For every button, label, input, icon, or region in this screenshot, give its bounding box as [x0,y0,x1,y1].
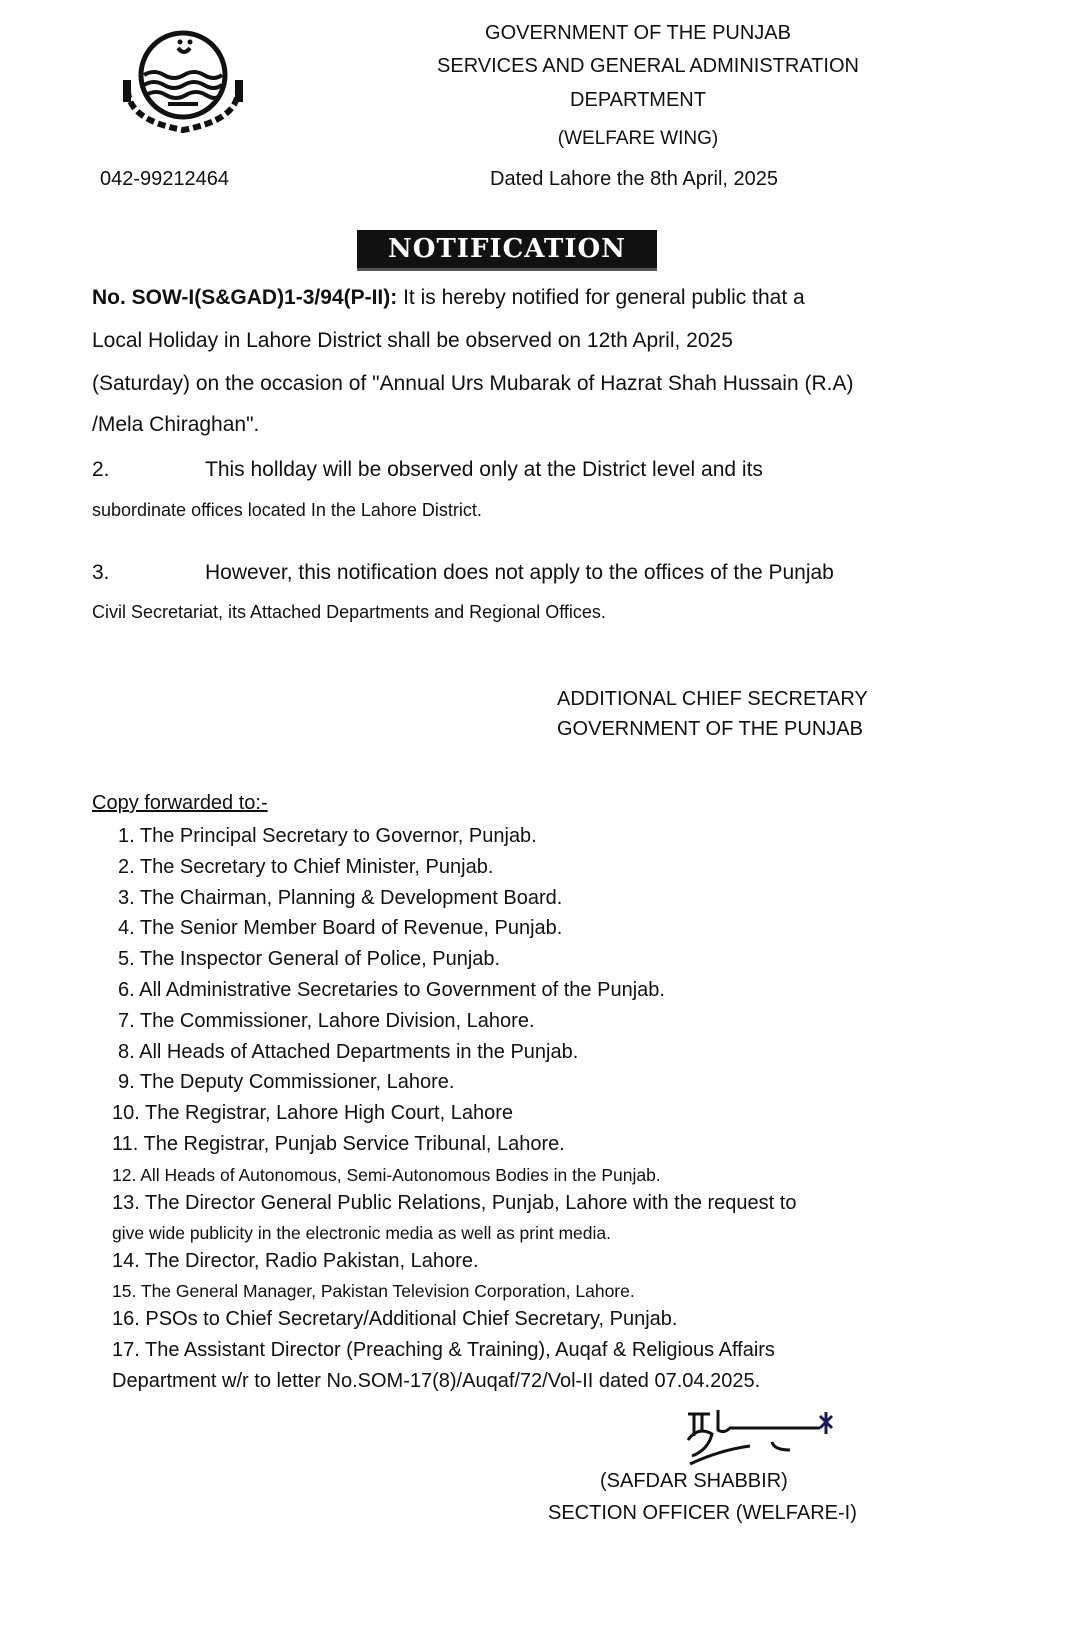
copy-item: 6. All Administrative Secretaries to Government of the Punjab. [118,979,665,1001]
para1-line4: /Mela Chiraghan". [92,413,260,436]
para1-line1: It is hereby notified for general public that a [403,286,805,309]
copy-item: 11. The Registrar, Punjab Service Tribunal, Lahore. [112,1133,565,1155]
copy-item: 14. The Director, Radio Pakistan, Lahore. [112,1250,479,1272]
copy-item: 7. The Commissioner, Lahore Division, Lahore. [118,1010,535,1032]
para3-line1: However, this notification does not apply to the offices of the Punjab [205,561,834,584]
punjab-emblem-icon [118,30,248,135]
header-department-2: DEPARTMENT [570,89,706,111]
copy-item: 4. The Senior Member Board of Revenue, Punjab. [118,917,563,939]
copy-item: 13. The Director General Public Relations, Punjab, Lahore with the request to [112,1192,797,1214]
para1-line2: Local Holiday in Lahore District shall be observed on 12th April, 2025 [92,329,733,352]
signatory-name: (SAFDAR SHABBIR) [600,1470,788,1492]
reference-number: No. SOW-I(S&GAD)1-3/94(P-II): [92,286,398,309]
copy-item: 1. The Principal Secretary to Governor, Punjab. [118,825,537,847]
copy-item-continuation: Department w/r to letter No.SOM-17(8)/Auqaf/72/Vol-II dated 07.04.2025. [112,1370,761,1392]
signatory-designation: SECTION OFFICER (WELFARE-I) [548,1502,857,1524]
para1-line3: (Saturday) on the occasion of "Annual Urs Mubarak of Hazrat Shah Hussain (R.A) [92,372,854,395]
copy-item-continuation: give wide publicity in the electronic media as well as print media. [112,1223,611,1243]
authority-title: ADDITIONAL CHIEF SECRETARY [557,688,868,710]
copy-item: 10. The Registrar, Lahore High Court, Lahore [112,1102,513,1124]
phone-number: 042-99212464 [100,168,230,190]
para2-number: 2. [92,458,110,481]
para2-line1: This hollday will be observed only at the District level and its [205,458,763,481]
copy-item: 9. The Deputy Commissioner, Lahore. [118,1071,455,1093]
copy-item: 16. PSOs to Chief Secretary/Additional Chief Secretary, Punjab. [112,1308,678,1330]
para2-line2: subordinate offices located In the Lahore District. [92,500,482,520]
para3-line2: Civil Secretariat, its Attached Departments and Regional Offices. [92,602,606,622]
notification-date: Dated Lahore the 8th April, 2025 [490,168,778,190]
header-government: GOVERNMENT OF THE PUNJAB [485,22,791,44]
copy-item: 8. All Heads of Attached Departments in the Punjab. [118,1041,579,1063]
copy-item: 17. The Assistant Director (Preaching & Training), Auqaf & Religious Affairs [112,1339,775,1361]
copy-item: 2. The Secretary to Chief Minister, Punjab. [118,856,494,878]
para3-number: 3. [92,561,110,584]
signature-icon [680,1402,840,1472]
copy-forwarded-heading: Copy forwarded to:- [92,792,268,814]
header-wing: (WELFARE WING) [557,128,719,149]
header-department: SERVICES AND GENERAL ADMINISTRATION [437,55,859,77]
copy-item: 3. The Chairman, Planning & Development Board. [118,887,563,909]
authority-government: GOVERNMENT OF THE PUNJAB [557,718,863,740]
copy-item: 15. The General Manager, Pakistan Television Corporation, Lahore. [112,1281,635,1301]
copy-item: 12. All Heads of Autonomous, Semi-Autonomous Bodies in the Punjab. [112,1165,661,1185]
copy-item: 5. The Inspector General of Police, Punjab. [118,948,501,970]
notification-title: NOTIFICATION [357,230,657,271]
